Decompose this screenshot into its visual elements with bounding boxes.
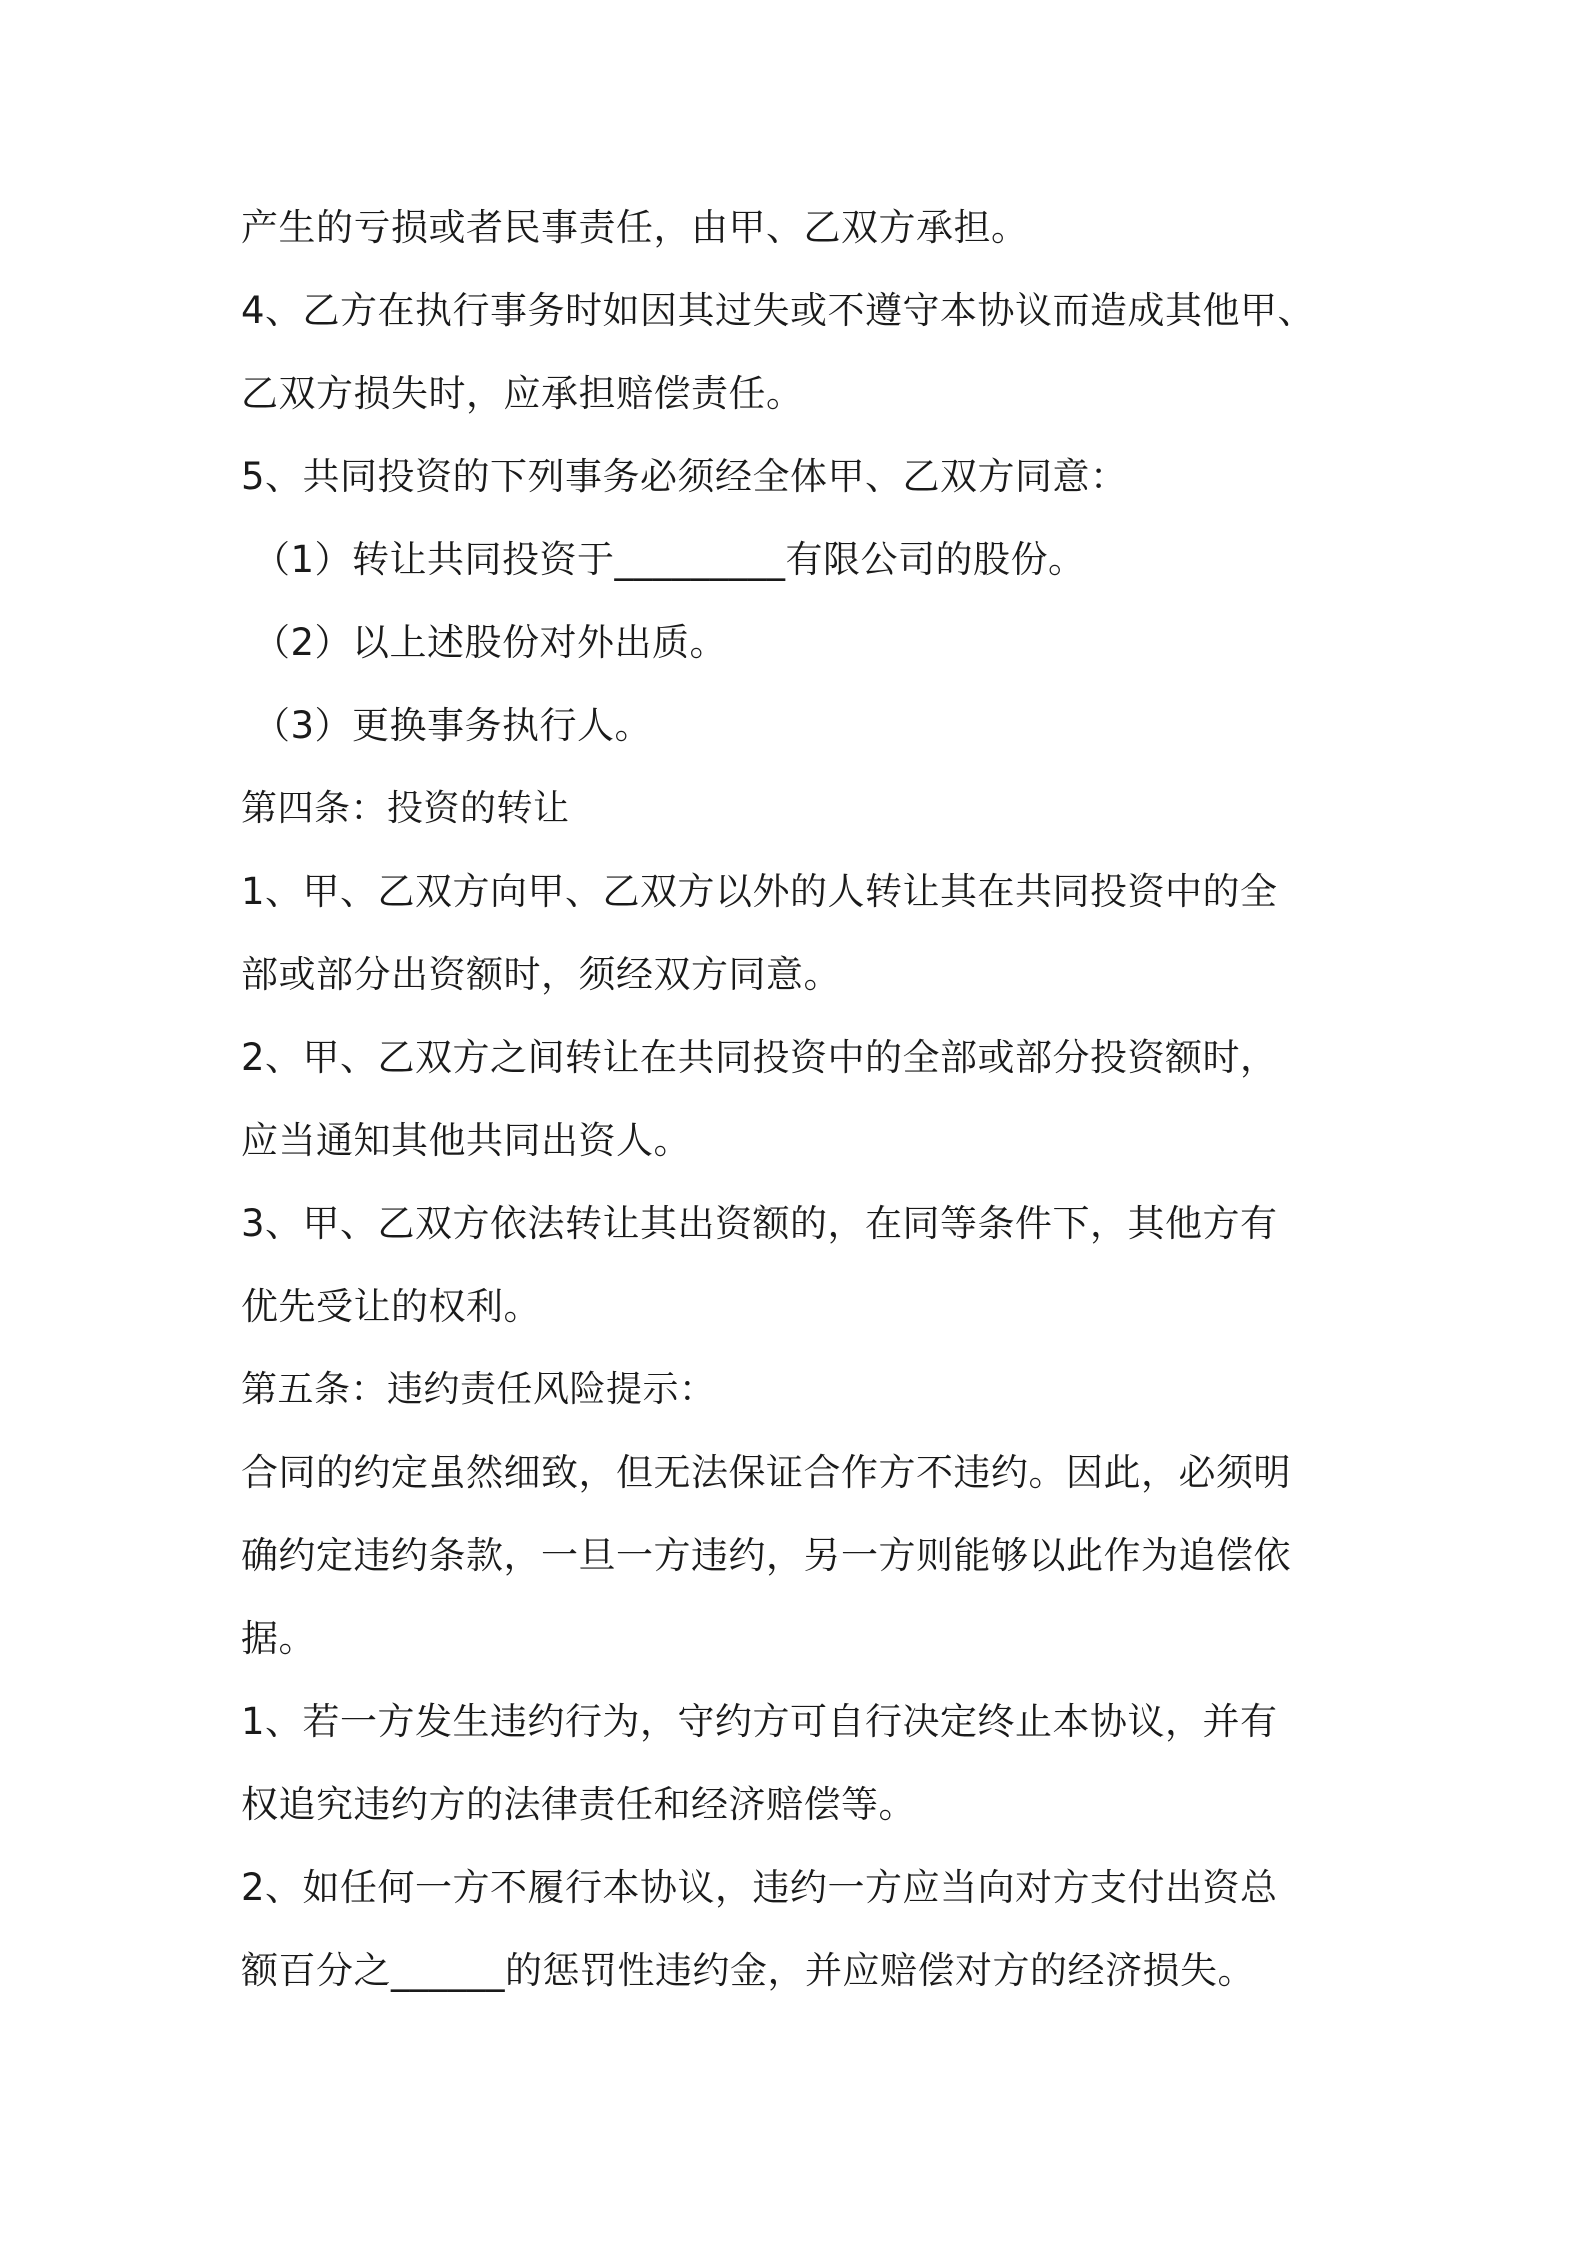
text-line: 乙双方损失时，应承担赔偿责任。 <box>241 372 804 415</box>
text-line: 1、甲、乙双方向甲、乙双方以外的人转让其在共同投资中的全 <box>241 870 1278 913</box>
text-line: 合同的约定虽然细致，但无法保证合作方不违约。因此，必须明 <box>241 1451 1291 1494</box>
text-line: 权追究违约方的法律责任和经济赔偿等。 <box>241 1783 916 1826</box>
text-line: 4、乙方在执行事务时如因其过失或不遵守本协议而造成其他甲、 <box>241 289 1316 332</box>
text-line: 部或部分出资额时，须经双方同意。 <box>241 953 841 996</box>
text-line: （1）转让共同投资于_________有限公司的股份。 <box>253 538 1086 581</box>
text-line: 1、若一方发生违约行为，守约方可自行决定终止本协议，并有 <box>241 1700 1278 1743</box>
text-line: （2）以上述股份对外出质。 <box>253 621 728 664</box>
text-line: 产生的亏损或者民事责任，由甲、乙双方承担。 <box>241 206 1029 249</box>
text-line: 2、甲、乙双方之间转让在共同投资中的全部或部分投资额时， <box>241 1036 1278 1079</box>
text-line: 优先受让的权利。 <box>241 1285 541 1328</box>
text-line: 3、甲、乙双方依法转让其出资额的，在同等条件下，其他方有 <box>241 1202 1278 1245</box>
text-line: 2、如任何一方不履行本协议，违约一方应当向对方支付出资总 <box>241 1866 1278 1909</box>
section-heading: 第四条：投资的转让 <box>241 788 570 829</box>
text-line: 额百分之______的惩罚性违约金，并应赔偿对方的经济损失。 <box>241 1949 1255 1992</box>
section-heading: 第五条：违约责任风险提示： <box>241 1369 716 1410</box>
text-line: 应当通知其他共同出资人。 <box>241 1119 691 1162</box>
text-line: （3）更换事务执行人。 <box>253 704 653 747</box>
text-line: 据。 <box>241 1617 316 1660</box>
text-line: 5、共同投资的下列事务必须经全体甲、乙双方同意： <box>241 455 1128 498</box>
text-line: 确约定违约条款，一旦一方违约，另一方则能够以此作为追偿依 <box>241 1534 1291 1577</box>
